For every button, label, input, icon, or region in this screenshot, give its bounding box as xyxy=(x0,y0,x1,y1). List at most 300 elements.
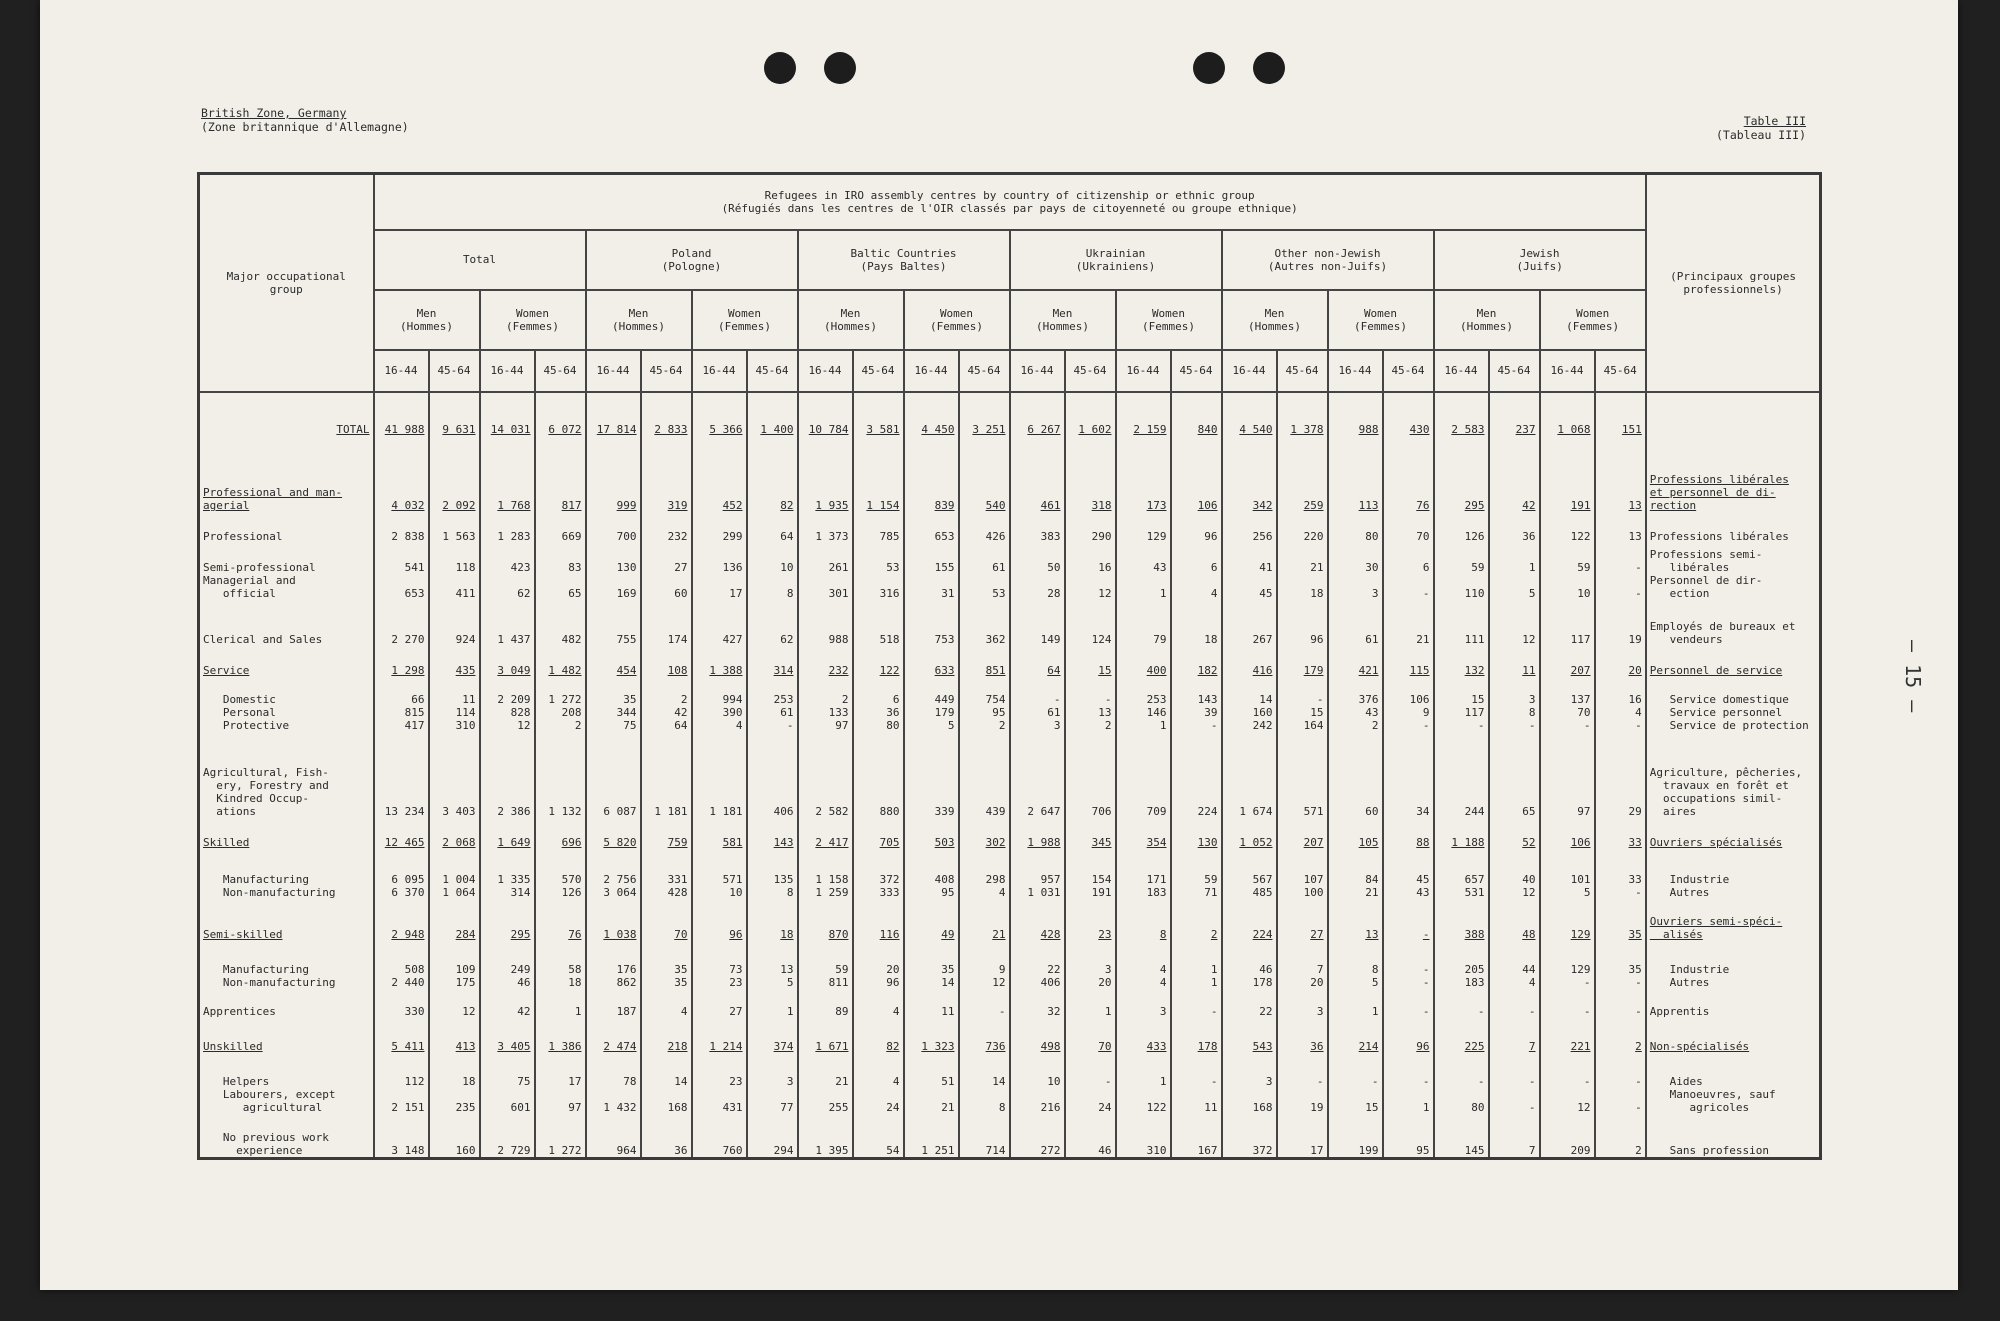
table-cell: 59 811 xyxy=(798,941,853,989)
table-cell: 21 xyxy=(1383,600,1434,646)
table-row xyxy=(199,732,1821,818)
table-cell: 706 xyxy=(1065,732,1116,818)
table-cell: 70 xyxy=(1383,512,1434,543)
table-cell: 46 178 xyxy=(1222,941,1277,989)
table-cell: 27 60 xyxy=(641,543,692,600)
group-header: Other non-Jewish (Autres non-Juifs) xyxy=(1222,230,1434,290)
table-cell: 15 xyxy=(1065,646,1116,677)
table-cell: 97 xyxy=(1540,732,1595,818)
table-cell: 372 xyxy=(1222,1114,1277,1158)
age-header: 45-64 xyxy=(1595,350,1646,392)
group-header: Total xyxy=(374,230,586,290)
table-cell: 840 xyxy=(1171,392,1222,454)
table-cell: 122 xyxy=(853,646,904,677)
table-cell: 7 xyxy=(1489,1114,1540,1158)
group-header: Ukrainian (Ukrainiens) xyxy=(1010,230,1222,290)
age-header: 16-44 xyxy=(1116,350,1171,392)
table-cell: 1 052 xyxy=(1222,818,1277,849)
table-cell: - - xyxy=(1595,1053,1646,1115)
table-row xyxy=(199,899,1821,941)
table-cell: 339 xyxy=(904,732,959,818)
table-cell: 83 65 xyxy=(535,543,586,600)
table-cell: 45 43 xyxy=(1383,849,1434,900)
table-cell: 88 xyxy=(1383,818,1434,849)
age-header: 16-44 xyxy=(1540,350,1595,392)
table-cell: 1 xyxy=(1328,989,1383,1018)
table-cell: 653 xyxy=(904,512,959,543)
table-cell: 6 072 xyxy=(535,392,586,454)
table-cell: 421 xyxy=(1328,646,1383,677)
table-cell: 95 xyxy=(1383,1114,1434,1158)
table-cell: 3 77 xyxy=(747,1053,798,1115)
table-cell: 1 068 xyxy=(1540,392,1595,454)
row-label-fr: Apprentis xyxy=(1646,989,1821,1018)
table-cell: 1 386 xyxy=(535,1018,586,1053)
table-cell: 261 301 xyxy=(798,543,853,600)
table-cell: 64 xyxy=(1010,646,1065,677)
table-cell: 70 xyxy=(641,899,692,941)
table-cell: 540 xyxy=(959,453,1010,512)
table-cell: 1 388 xyxy=(692,646,747,677)
table-cell: 376 43 2 xyxy=(1328,677,1383,732)
table-cell: 187 xyxy=(586,989,641,1018)
table-cell: 143 39 - xyxy=(1171,677,1222,732)
table-cell: 753 xyxy=(904,600,959,646)
table-cell: 11 114 310 xyxy=(429,677,480,732)
age-header: 45-64 xyxy=(429,350,480,392)
table-cell: 16 12 xyxy=(1065,543,1116,600)
sex-header: Women (Femmes) xyxy=(1540,290,1646,350)
table-cell: 957 1 031 xyxy=(1010,849,1065,900)
table-cell: 1 373 xyxy=(798,512,853,543)
table-cell: 160 xyxy=(429,1114,480,1158)
table-cell: 2 583 xyxy=(1434,392,1489,454)
table-row xyxy=(199,1114,1821,1158)
table-cell: 11 xyxy=(1489,646,1540,677)
table-cell: 439 xyxy=(959,732,1010,818)
row-label-fr: Professions semi- libérales Personnel de dir- ection xyxy=(1646,543,1821,600)
table-cell: 70 xyxy=(1065,1018,1116,1053)
table-cell: 4 4 xyxy=(1116,941,1171,989)
age-header: 45-64 xyxy=(747,350,798,392)
table-cell: 218 xyxy=(641,1018,692,1053)
table-cell: - 13 2 xyxy=(1065,677,1116,732)
table-cell: - xyxy=(1434,989,1489,1018)
table-cell: 15 117 - xyxy=(1434,677,1489,732)
table-cell: 2 xyxy=(1171,899,1222,941)
table-cell: 19 xyxy=(1595,600,1646,646)
table-cell: 149 xyxy=(1010,600,1065,646)
table-cell: 12 xyxy=(429,989,480,1018)
table-cell: 66 815 417 xyxy=(374,677,429,732)
table-cell: 1 181 xyxy=(641,732,692,818)
table-cell: 84 21 xyxy=(1328,849,1383,900)
table-cell: 2 729 xyxy=(480,1114,535,1158)
table-cell: 27 xyxy=(1277,899,1328,941)
table-cell: 2 270 xyxy=(374,600,429,646)
table-cell: 214 xyxy=(1328,1018,1383,1053)
row-label: Service xyxy=(199,646,374,677)
table-cell: 503 xyxy=(904,818,959,849)
table-cell: - xyxy=(1383,899,1434,941)
table-cell: - 61 3 xyxy=(1010,677,1065,732)
row-label: Apprentices xyxy=(199,989,374,1018)
table-cell: 22 406 xyxy=(1010,941,1065,989)
row-label: Professional xyxy=(199,512,374,543)
table-cell: 1 395 xyxy=(798,1114,853,1158)
table-cell: 700 xyxy=(586,512,641,543)
table-cell: 76 xyxy=(1383,453,1434,512)
table-cell: 96 xyxy=(1171,512,1222,543)
age-header: 45-64 xyxy=(1277,350,1328,392)
table-cell: 1 935 xyxy=(798,453,853,512)
table-cell: 4 032 xyxy=(374,453,429,512)
table-cell: 129 xyxy=(1540,899,1595,941)
table-cell: 1 768 xyxy=(480,453,535,512)
row-label-fr: Professions libérales xyxy=(1646,512,1821,543)
table-cell: 6 4 xyxy=(1171,543,1222,600)
table-cell: 117 xyxy=(1540,600,1595,646)
table-cell: 48 xyxy=(1489,899,1540,941)
table-cell: 41 45 xyxy=(1222,543,1277,600)
table-cell: 106 xyxy=(1540,818,1595,849)
age-header: 16-44 xyxy=(904,350,959,392)
table-cell: 14 031 xyxy=(480,392,535,454)
table-cell: 362 xyxy=(959,600,1010,646)
table-cell: 3 xyxy=(1116,989,1171,1018)
age-header: 45-64 xyxy=(959,350,1010,392)
table-cell: 331 428 xyxy=(641,849,692,900)
table-cell: 570 126 xyxy=(535,849,586,900)
age-header: 45-64 xyxy=(641,350,692,392)
table-cell: - 19 xyxy=(1277,1053,1328,1115)
table-cell: 267 xyxy=(1222,600,1277,646)
table-cell: 36 xyxy=(1489,512,1540,543)
table-cell: 113 xyxy=(1328,453,1383,512)
table-cell: 413 xyxy=(429,1018,480,1053)
table-cell: 330 xyxy=(374,989,429,1018)
table-cell: 657 531 xyxy=(1434,849,1489,900)
row-label: Domestic Personal Protective xyxy=(199,677,374,732)
table-cell: 35 xyxy=(1595,899,1646,941)
zone-line2: (Zone britannique d'Allemagne) xyxy=(201,120,409,134)
table-cell: 785 xyxy=(853,512,904,543)
table-cell: 60 xyxy=(1328,732,1383,818)
table-cell: 6 095 6 370 xyxy=(374,849,429,900)
table-row xyxy=(199,543,1821,600)
table-cell: 21 xyxy=(959,899,1010,941)
age-header: 16-44 xyxy=(1434,350,1489,392)
table-line1: Table III xyxy=(1743,114,1806,128)
table-cell: 272 xyxy=(1010,1114,1065,1158)
table-cell: 2 133 97 xyxy=(798,677,853,732)
table-cell: 207 xyxy=(1540,646,1595,677)
punch-hole xyxy=(764,52,796,84)
table-cell: 225 xyxy=(1434,1018,1489,1053)
row-label-fr: Sans profession xyxy=(1646,1114,1821,1158)
sex-header: Women (Femmes) xyxy=(480,290,586,350)
sex-header: Women (Femmes) xyxy=(692,290,798,350)
table-cell: 1 437 xyxy=(480,600,535,646)
table-cell: 345 xyxy=(1065,818,1116,849)
table-cell: 13 234 xyxy=(374,732,429,818)
table-cell: 1 188 xyxy=(1434,818,1489,849)
table-cell: 122 xyxy=(1540,512,1595,543)
table-cell: 41 988 xyxy=(374,392,429,454)
row-label-fr: Aides Manoeuvres, sauf agricoles xyxy=(1646,1053,1821,1115)
table-cell: 18 xyxy=(747,899,798,941)
table-cell: 1 1 xyxy=(1171,941,1222,989)
table-cell: - xyxy=(1595,989,1646,1018)
table-cell: 78 1 432 xyxy=(586,1053,641,1115)
stub-header: Major occupational group xyxy=(199,174,374,392)
table-line2: (Tableau III) xyxy=(1715,128,1806,142)
table-cell: 58 18 xyxy=(535,941,586,989)
table-cell: 461 xyxy=(1010,453,1065,512)
table-cell: 581 xyxy=(692,818,747,849)
sex-header: Men (Hommes) xyxy=(374,290,480,350)
table-cell: 3 251 xyxy=(959,392,1010,454)
table-cell: 253 61 - xyxy=(747,677,798,732)
table-cell: 46 xyxy=(1065,1114,1116,1158)
table-cell: 237 xyxy=(1489,392,1540,454)
table-row xyxy=(199,941,1821,989)
table-cell: 132 xyxy=(1434,646,1489,677)
table-cell: 428 xyxy=(1010,899,1065,941)
table-cell: 135 8 xyxy=(747,849,798,900)
table-cell: 96 xyxy=(1277,600,1328,646)
table-cell: 124 xyxy=(1065,600,1116,646)
table-cell: 174 xyxy=(641,600,692,646)
row-label-fr: Industrie Autres xyxy=(1646,849,1821,900)
table-cell: 964 xyxy=(586,1114,641,1158)
table-cell: 839 xyxy=(904,453,959,512)
row-label: Skilled xyxy=(199,818,374,849)
table-cell: 880 xyxy=(853,732,904,818)
table-row xyxy=(199,677,1821,732)
table-cell: 1 298 xyxy=(374,646,429,677)
table-cell: 35 344 75 xyxy=(586,677,641,732)
table-cell: 17 97 xyxy=(535,1053,586,1115)
table-row xyxy=(199,512,1821,543)
table-cell: 73 23 xyxy=(692,941,747,989)
table-cell: 4 24 xyxy=(853,1053,904,1115)
table-cell: 49 xyxy=(904,899,959,941)
row-label: Unskilled xyxy=(199,1018,374,1053)
table-cell: 1 158 1 259 xyxy=(798,849,853,900)
table-cell: 244 xyxy=(1434,732,1489,818)
table-row xyxy=(199,646,1821,677)
table-cell: 13 xyxy=(1595,453,1646,512)
table-cell: 2 42 64 xyxy=(641,677,692,732)
table-cell: 426 xyxy=(959,512,1010,543)
table-cell: 5 366 xyxy=(692,392,747,454)
table-cell: 14 168 xyxy=(641,1053,692,1115)
table-cell: 9 631 xyxy=(429,392,480,454)
zone-heading xyxy=(201,106,409,134)
french-stub-header: (Principaux groupes professionnels) xyxy=(1646,174,1821,392)
table-cell: 182 xyxy=(1171,646,1222,677)
row-label-fr xyxy=(1646,392,1821,454)
table-cell: 2 756 3 064 xyxy=(586,849,641,900)
table-cell: 284 xyxy=(429,899,480,941)
table-cell: 1 323 xyxy=(904,1018,959,1053)
table-cell: 199 xyxy=(1328,1114,1383,1158)
table-cell: 221 xyxy=(1540,1018,1595,1053)
table-cell: - 24 xyxy=(1065,1053,1116,1115)
table-cell: 760 xyxy=(692,1114,747,1158)
row-label: Agricultural, Fish- ery, Forestry and Kindred Occup- ations xyxy=(199,732,374,818)
table-cell: 16 4 - xyxy=(1595,677,1646,732)
table-cell: 207 xyxy=(1277,818,1328,849)
table-cell: 52 xyxy=(1489,818,1540,849)
table-cell: 171 183 xyxy=(1116,849,1171,900)
age-header: 16-44 xyxy=(1010,350,1065,392)
table-cell: 482 xyxy=(535,600,586,646)
table-cell: 2 386 xyxy=(480,732,535,818)
page-number: — 15 — xyxy=(1901,640,1925,713)
table-cell: 318 xyxy=(1065,453,1116,512)
row-label: Clerical and Sales xyxy=(199,600,374,646)
table-cell: 1 272 xyxy=(535,1114,586,1158)
table-cell: 108 xyxy=(641,646,692,677)
table-cell: 1 xyxy=(1065,989,1116,1018)
table-cell: 1 335 314 xyxy=(480,849,535,900)
table-cell: 416 xyxy=(1222,646,1277,677)
table-cell: 249 46 xyxy=(480,941,535,989)
table-cell: 89 xyxy=(798,989,853,1018)
table-cell: 178 xyxy=(1171,1018,1222,1053)
sex-header: Women (Femmes) xyxy=(1116,290,1222,350)
occupational-group-table xyxy=(197,172,1822,1160)
table-cell: 115 xyxy=(1383,646,1434,677)
table-row xyxy=(199,392,1821,454)
table-cell: - xyxy=(1171,989,1222,1018)
sex-header: Women (Femmes) xyxy=(904,290,1010,350)
table-cell: 2 159 xyxy=(1116,392,1171,454)
table-cell: 924 xyxy=(429,600,480,646)
table-cell: 256 xyxy=(1222,512,1277,543)
group-header: Baltic Countries (Pays Baltes) xyxy=(798,230,1010,290)
table-cell: 3 403 xyxy=(429,732,480,818)
table-cell: 8 xyxy=(1116,899,1171,941)
table-cell: 3 xyxy=(1277,989,1328,1018)
table-cell: 136 17 xyxy=(692,543,747,600)
row-label: Helpers Labourers, except agricultural xyxy=(199,1053,374,1115)
table-cell: 12 465 xyxy=(374,818,429,849)
table-cell: 129 - xyxy=(1540,941,1595,989)
sex-header: Women (Femmes) xyxy=(1328,290,1434,350)
table-cell: 759 xyxy=(641,818,692,849)
table-cell: 35 35 xyxy=(641,941,692,989)
table-cell: 1 xyxy=(747,989,798,1018)
table-cell: - 15 xyxy=(1328,1053,1383,1115)
table-cell: 10 8 xyxy=(747,543,798,600)
age-header: 16-44 xyxy=(692,350,747,392)
table-cell: 408 95 xyxy=(904,849,959,900)
table-cell: 7 xyxy=(1489,1018,1540,1053)
age-header: 16-44 xyxy=(374,350,429,392)
table-cell: 35 14 xyxy=(904,941,959,989)
table-cell: - 15 164 xyxy=(1277,677,1328,732)
table-cell: 295 xyxy=(1434,453,1489,512)
group-header: Poland (Pologne) xyxy=(586,230,798,290)
table-cell: 22 xyxy=(1222,989,1277,1018)
table-cell: 1 251 xyxy=(904,1114,959,1158)
table-cell: 107 100 xyxy=(1277,849,1328,900)
table-cell: 1 122 xyxy=(1116,1053,1171,1115)
table-cell: 3 405 xyxy=(480,1018,535,1053)
table-cell: 435 xyxy=(429,646,480,677)
table-cell: 714 xyxy=(959,1114,1010,1158)
table-cell: 82 xyxy=(747,453,798,512)
table-cell: 406 xyxy=(747,732,798,818)
table-cell: 151 xyxy=(1595,392,1646,454)
table-cell: 1 5 xyxy=(1489,543,1540,600)
table-cell: 2 209 828 12 xyxy=(480,677,535,732)
table-cell: 817 xyxy=(535,453,586,512)
table-cell: 13 xyxy=(1595,512,1646,543)
table-cell: 2 xyxy=(1595,1018,1646,1053)
table-cell: - - xyxy=(1489,1053,1540,1115)
table-cell: 374 xyxy=(747,1018,798,1053)
table-cell: 116 xyxy=(853,899,904,941)
table-cell: 59 10 xyxy=(1540,543,1595,600)
table-cell: 34 xyxy=(1383,732,1434,818)
table-cell: 118 411 xyxy=(429,543,480,600)
table-cell: - 80 xyxy=(1434,1053,1489,1115)
table-cell: 191 xyxy=(1540,453,1595,512)
table-cell: 126 xyxy=(1434,512,1489,543)
table-cell: 4 xyxy=(641,989,692,1018)
table-cell: 2 647 xyxy=(1010,732,1065,818)
table-cell: 96 xyxy=(1383,1018,1434,1053)
table-cell: 2 948 xyxy=(374,899,429,941)
table-cell: 298 4 xyxy=(959,849,1010,900)
table-cell: 314 xyxy=(747,646,798,677)
table-cell: 143 xyxy=(747,818,798,849)
table-cell: 1 482 xyxy=(535,646,586,677)
table-row xyxy=(199,1053,1821,1115)
table-cell: 61 xyxy=(1328,600,1383,646)
table-cell: 137 70 - xyxy=(1540,677,1595,732)
table-row xyxy=(199,818,1821,849)
table-cell: 4 450 xyxy=(904,392,959,454)
table-cell: 10 784 xyxy=(798,392,853,454)
table-cell: 1 649 xyxy=(480,818,535,849)
table-cell: 80 xyxy=(1328,512,1383,543)
table-row xyxy=(199,1018,1821,1053)
table-cell: 851 xyxy=(959,646,1010,677)
age-header: 16-44 xyxy=(480,350,535,392)
table-number xyxy=(1690,114,1806,142)
table-cell: 232 xyxy=(798,646,853,677)
row-label: Manufacturing Non-manufacturing xyxy=(199,849,374,900)
table-cell: 106 xyxy=(1171,453,1222,512)
table-cell: 452 xyxy=(692,453,747,512)
table-cell: 1 378 xyxy=(1277,392,1328,454)
table-cell: 4 xyxy=(853,989,904,1018)
table-cell: 736 xyxy=(959,1018,1010,1053)
sex-header: Men (Hommes) xyxy=(798,290,904,350)
age-header: 16-44 xyxy=(1328,350,1383,392)
table-cell: 30 3 xyxy=(1328,543,1383,600)
table-cell: 1 004 1 064 xyxy=(429,849,480,900)
table-cell: 18 xyxy=(1171,600,1222,646)
table-cell: 17 xyxy=(1277,1114,1328,1158)
table-row xyxy=(199,849,1821,900)
table-cell: 508 2 440 xyxy=(374,941,429,989)
